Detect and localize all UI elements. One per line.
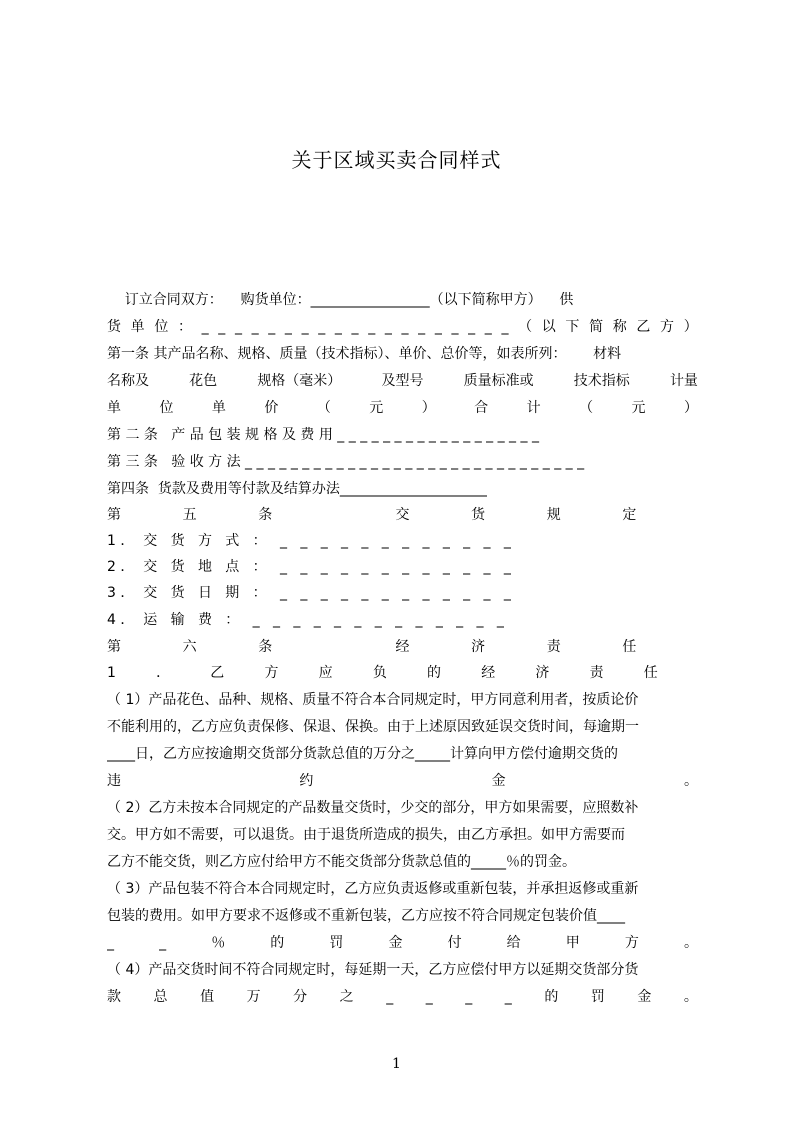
line-token: _ — [159, 935, 167, 951]
contract-line: 乙方不能交货，则乙方应付给甲方不能交货部分货款总值的_____％的罚金。 — [107, 854, 576, 870]
line-token: ） — [683, 319, 698, 335]
line-token: 违 — [107, 773, 121, 789]
line-token: _ — [465, 989, 473, 1005]
line-token: 1 — [107, 665, 116, 681]
line-token: 第 — [107, 507, 121, 523]
line-token: 简 — [589, 319, 604, 335]
line-token: ： — [177, 319, 192, 335]
line-token: 元 — [631, 400, 646, 416]
contract-line: 第 二 条 产 品 包 装 规 格 及 费 用 _ _ _ _ _ _ _ _ _ _ _ _ _ _ _ _ _ _ — [107, 427, 539, 443]
contract-line — [107, 984, 698, 1010]
line-token: _ — [368, 319, 376, 335]
line-token: 元 — [369, 400, 384, 416]
line-token: _ — [434, 319, 442, 335]
line-token: 方 — [624, 935, 639, 951]
line-token: 名称及 — [107, 373, 149, 389]
line-token: 。 — [683, 989, 698, 1005]
contract-line — [107, 660, 698, 686]
contract-line: 第一条 其产品名称、规格、质量（技术指标）、单价、总价等，如表所列： 材料 — [107, 346, 622, 362]
line-token: 的 — [427, 665, 442, 681]
line-token: 条 — [258, 639, 273, 655]
line-token: 以 — [541, 319, 556, 335]
line-token: 之 — [339, 989, 354, 1005]
line-token: 任 — [622, 639, 637, 655]
line-token: 金 — [491, 773, 506, 789]
line-token: 花色 — [189, 373, 218, 389]
line-token: 约 — [299, 773, 314, 789]
line-token: 方 — [660, 319, 675, 335]
document-title: 关于区域买卖合同样式 — [291, 148, 502, 172]
line-token: 分 — [293, 989, 308, 1005]
line-token: 的 — [270, 935, 285, 951]
contract-line: 交。甲方如不需要，可以退货。由于退货所造成的损失，由乙方承担。如甲方需要而 — [107, 827, 625, 843]
line-token: 位 — [159, 400, 174, 416]
line-token: 应 — [318, 665, 333, 681]
contract-line: ____日，乙方应按逾期交货部分货款总值的万分之_____计算向甲方偿付逾期交货的 — [107, 746, 618, 762]
line-token: 称 — [612, 319, 627, 335]
contract-line: 第四条 货款及费用等付款及结算办法_____________________ — [107, 481, 487, 497]
line-token: 罚 — [590, 989, 605, 1005]
contract-line — [107, 768, 698, 794]
contract-line — [107, 502, 698, 528]
contract-line — [107, 314, 698, 340]
line-token: _ — [401, 319, 409, 335]
line-token: 计 — [526, 400, 541, 416]
contract-line: 包装的费用。如甲方要求不返修或不重新包装，乙方应按不符合同规定包装价值____ — [107, 908, 625, 924]
contract-line: 1 ． 交 货 方 式 ： _ _ _ _ _ _ _ _ _ _ _ _ — [107, 533, 511, 549]
line-token: 六 — [182, 639, 197, 655]
contract-line — [107, 368, 698, 394]
line-token: _ — [268, 319, 276, 335]
line-token: 货 — [471, 507, 486, 523]
contract-line: 不能利用的，乙方应负责保修、保退、保换。由于上述原因致延误交货时间，每逾期一 — [107, 719, 639, 735]
line-token: 付 — [447, 935, 462, 951]
line-token: ） — [421, 400, 436, 416]
contract-line: （ 4）产品交货时间不符合同规定时，每延期一天，乙方应偿付甲方以延期交货部分货 — [107, 962, 639, 978]
line-token: 。 — [683, 935, 698, 951]
line-token: 甲 — [565, 935, 580, 951]
line-token: _ — [418, 319, 426, 335]
line-token: _ — [501, 319, 509, 335]
line-token: 合 — [474, 400, 489, 416]
line-token: 单 — [211, 400, 226, 416]
line-token: 。 — [683, 773, 698, 789]
line-token: 责 — [546, 639, 561, 655]
contract-line — [107, 930, 698, 956]
line-token: 技术指标 — [573, 373, 630, 389]
line-token: 条 — [258, 507, 273, 523]
line-token: _ — [334, 319, 342, 335]
contract-line — [107, 395, 698, 421]
line-token: 乙 — [210, 665, 225, 681]
line-token: _ — [218, 319, 226, 335]
line-token: _ — [351, 319, 359, 335]
line-token: 万 — [246, 989, 261, 1005]
line-token: 款 — [107, 989, 121, 1005]
line-token: 计量 — [669, 373, 698, 389]
line-token: 规格（毫米） — [257, 373, 342, 389]
line-token: 交 — [395, 507, 410, 523]
line-token: （ — [316, 400, 331, 416]
line-token: _ — [301, 319, 309, 335]
contract-line: 2 ． 交 货 地 点 ： _ _ _ _ _ _ _ _ _ _ _ _ — [107, 559, 511, 575]
line-token: _ — [251, 319, 259, 335]
line-token: 经 — [481, 665, 496, 681]
line-token: （ — [518, 319, 533, 335]
line-token: 经 — [395, 639, 410, 655]
line-token: _ — [284, 319, 292, 335]
line-token: _ — [318, 319, 326, 335]
contract-line: 4 ． 运 输 费 ： _ _ _ _ _ _ _ _ _ _ _ _ _ — [107, 612, 504, 628]
line-token: _ — [386, 989, 394, 1005]
line-token: 货 — [107, 319, 121, 335]
line-token: 单 — [130, 319, 145, 335]
line-token: 济 — [471, 639, 486, 655]
line-token: _ — [484, 319, 492, 335]
line-token: ％ — [211, 935, 226, 951]
line-token: 值 — [200, 989, 215, 1005]
page-number: 1 — [392, 1056, 401, 1072]
contract-line: 3 ． 交 货 日 期 ： _ _ _ _ _ _ _ _ _ _ _ _ — [107, 585, 511, 601]
line-token: 乙 — [636, 319, 651, 335]
line-token: _ — [384, 319, 392, 335]
line-token: 负 — [372, 665, 387, 681]
contract-line: （ 3）产品包装不符合本合同规定时，乙方应负责返修或重新包装，并承担返修或重新 — [107, 881, 639, 897]
line-token: 价 — [264, 400, 279, 416]
contract-line — [107, 634, 698, 660]
line-token: _ — [504, 989, 512, 1005]
line-token: 五 — [182, 507, 197, 523]
line-token: _ — [468, 319, 476, 335]
line-token: 规 — [546, 507, 561, 523]
line-token: _ — [451, 319, 459, 335]
contract-line: 第 三 条 验 收 方 法 _ _ _ _ _ _ _ _ _ _ _ _ _ _ _ _ _ _ _ _ _ _ _ _ _ _ _ _ _ _ — [107, 454, 585, 470]
line-token: 责 — [589, 665, 604, 681]
line-token: 位 — [154, 319, 169, 335]
line-token: 济 — [535, 665, 550, 681]
line-token: 单 — [107, 400, 121, 416]
line-token: 下 — [565, 319, 580, 335]
line-token: _ — [425, 989, 433, 1005]
line-token: 任 — [643, 665, 658, 681]
line-token: 第 — [107, 639, 121, 655]
line-token: 给 — [506, 935, 521, 951]
line-token: _ — [201, 319, 209, 335]
line-token: 金 — [637, 989, 652, 1005]
line-token: ． — [156, 665, 171, 681]
line-token: _ — [234, 319, 242, 335]
line-token: 质量标准或 — [463, 373, 534, 389]
line-token: 总 — [153, 989, 168, 1005]
line-token: （ — [579, 400, 594, 416]
contract-line: （ 2）乙方未按本合同规定的产品数量交货时，少交的部分，甲方如果需要，应照数补 — [107, 800, 639, 816]
line-token: 罚 — [329, 935, 344, 951]
line-token: 的 — [544, 989, 559, 1005]
contract-line: 订立合同双方： 购货单位：_________________（以下简称甲方） 供 — [107, 292, 574, 308]
line-token: 及型号 — [381, 373, 424, 389]
contract-line: （ 1）产品花色、品种、规格、质量不符合本合同规定时，甲方同意利用者，按质论价 — [107, 692, 639, 708]
line-token: _ — [107, 935, 114, 951]
line-token: 金 — [388, 935, 403, 951]
line-token: 定 — [622, 507, 637, 523]
line-token: ） — [683, 400, 698, 416]
line-token: 方 — [264, 665, 279, 681]
